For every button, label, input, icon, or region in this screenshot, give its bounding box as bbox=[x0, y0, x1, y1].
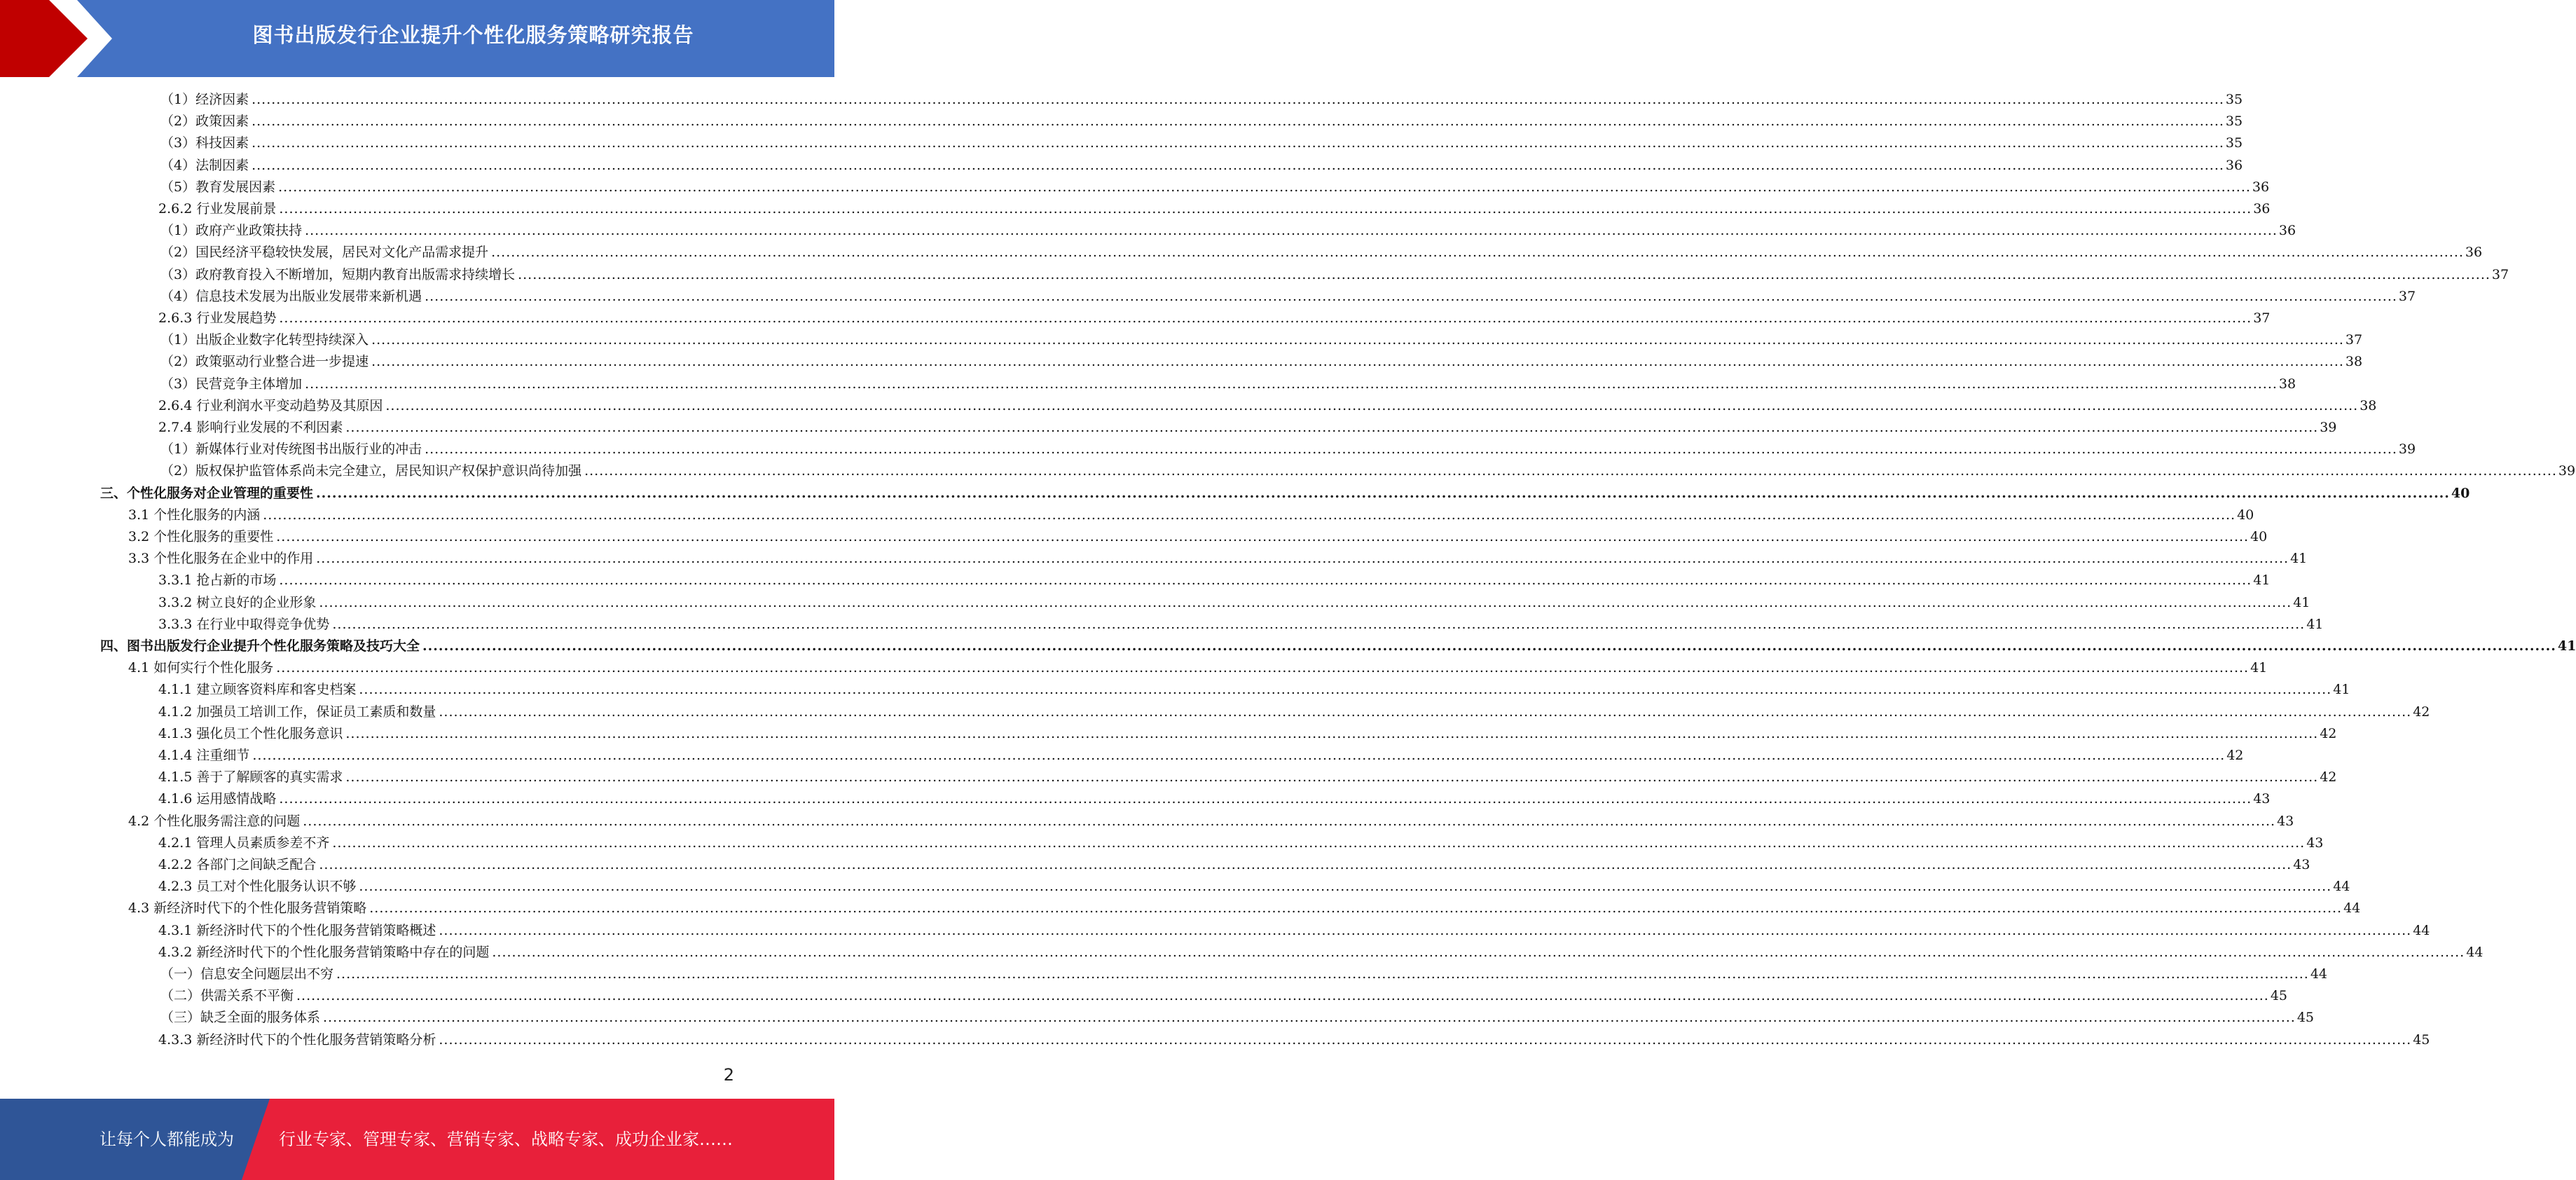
toc-entry[interactable] bbox=[128, 526, 2268, 548]
toc-entry[interactable] bbox=[158, 395, 2377, 417]
toc-entry-page: 42 bbox=[2226, 748, 2244, 763]
footer-slogan-right: 行业专家、管理专家、营销专家、战略专家、成功企业家…… bbox=[279, 1130, 733, 1149]
toc-entry-page: 43 bbox=[2277, 813, 2294, 829]
toc-leader-dots: ................................................................................................................................................................................................................................................................................................................................................................................................................ bbox=[439, 922, 2412, 938]
toc-leader-dots: ................................................................................................................................................................................................................................................................................................................................................................................................................ bbox=[336, 966, 2309, 982]
toc-entry[interactable] bbox=[160, 963, 2328, 985]
toc-leader-dots: ................................................................................................................................................................................................................................................................................................................................................................................................................ bbox=[369, 900, 2343, 917]
toc-leader-dots: ................................................................................................................................................................................................................................................................................................................................................................................................................ bbox=[252, 748, 2226, 763]
toc-entry-page: 38 bbox=[2345, 354, 2363, 370]
toc-entry[interactable] bbox=[158, 1029, 2430, 1051]
toc-entry-page: 40 bbox=[2250, 529, 2268, 544]
toc-entry-page: 45 bbox=[2270, 988, 2288, 1004]
toc-entry[interactable] bbox=[160, 242, 2483, 263]
toc-leader-dots: ................................................................................................................................................................................................................................................................................................................................................................................................................ bbox=[332, 616, 2306, 632]
toc-entry[interactable] bbox=[160, 220, 2296, 242]
toc-entry-label: 3.2 个性化服务的重要性 bbox=[128, 529, 274, 544]
toc-entry-label: 4.1.1 建立顾客资料库和客史档案 bbox=[158, 682, 357, 698]
toc-entry[interactable] bbox=[158, 832, 2324, 854]
toc-entry[interactable] bbox=[158, 679, 2350, 701]
toc-entry-label: （4）法制因素 bbox=[160, 157, 249, 173]
toc-leader-dots: ................................................................................................................................................................................................................................................................................................................................................................................................................ bbox=[296, 988, 2269, 1004]
toc-entry[interactable] bbox=[158, 876, 2350, 898]
toc-entry[interactable] bbox=[158, 745, 2244, 767]
toc-entry-label: 4.2 个性化服务需注意的问题 bbox=[128, 813, 301, 829]
toc-leader-dots: ................................................................................................................................................................................................................................................................................................................................................................................................................ bbox=[345, 725, 2319, 741]
toc-entry[interactable] bbox=[128, 898, 2361, 919]
toc-entry-page: 38 bbox=[2278, 376, 2296, 392]
toc-entry-page: 42 bbox=[2413, 704, 2430, 720]
toc-entry[interactable] bbox=[158, 788, 2271, 810]
toc-entry-label: （3）科技因素 bbox=[160, 135, 249, 151]
toc-entry[interactable] bbox=[160, 1007, 2315, 1029]
toc-leader-dots: ................................................................................................................................................................................................................................................................................................................................................................................................................ bbox=[252, 114, 2224, 130]
page-number: 2 bbox=[723, 1065, 734, 1085]
toc-entry-label: 4.2.3 员工对个性化服务认识不够 bbox=[158, 879, 357, 895]
toc-leader-dots: ................................................................................................................................................................................................................................................................................................................................................................................................................ bbox=[305, 376, 2278, 392]
toc-leader-dots: ................................................................................................................................................................................................................................................................................................................................................................................................................ bbox=[422, 638, 2556, 654]
toc-entry[interactable] bbox=[158, 723, 2337, 745]
toc-entry-page: 42 bbox=[2320, 769, 2337, 785]
toc-entry[interactable] bbox=[158, 942, 2484, 963]
page-header bbox=[0, 0, 834, 77]
toc-entry-label: 4.1.3 强化员工个性化服务意识 bbox=[158, 725, 343, 741]
toc-leader-dots: ................................................................................................................................................................................................................................................................................................................................................................................................................ bbox=[323, 1010, 2296, 1026]
toc-entry-page: 45 bbox=[2413, 1031, 2430, 1048]
toc-entry-page: 39 bbox=[2398, 441, 2416, 458]
toc-leader-dots: ................................................................................................................................................................................................................................................................................................................................................................................................................ bbox=[385, 397, 2359, 413]
toc-leader-dots: ................................................................................................................................................................................................................................................................................................................................................................................................................ bbox=[252, 92, 2224, 107]
toc-entry[interactable] bbox=[158, 308, 2271, 329]
toc-entry-label: 4.3.3 新经济时代下的个性化服务营销策略分析 bbox=[158, 1031, 436, 1048]
toc-leader-dots: ................................................................................................................................................................................................................................................................................................................................................................................................................ bbox=[305, 223, 2278, 239]
toc-entry[interactable] bbox=[160, 985, 2288, 1007]
toc-entry[interactable] bbox=[158, 614, 2324, 636]
toc-entry-page: 41 bbox=[2250, 660, 2268, 676]
toc-entry-page: 45 bbox=[2296, 1010, 2315, 1026]
toc-entry[interactable] bbox=[158, 198, 2271, 220]
toc-entry[interactable] bbox=[160, 351, 2363, 373]
toc-entry[interactable] bbox=[100, 636, 2576, 657]
toc-entry-label: 3.1 个性化服务的内涵 bbox=[128, 507, 261, 523]
toc-entry-label: 4.2.1 管理人员素质参差不齐 bbox=[158, 835, 330, 851]
toc-entry-label: 4.3 新经济时代下的个性化服务营销策略 bbox=[128, 900, 367, 917]
toc-entry-label: （2）版权保护监管体系尚未完全建立，居民知识产权保护意识尚待加强 bbox=[160, 463, 582, 479]
toc-entry-page: 43 bbox=[2306, 835, 2324, 851]
toc-leader-dots: ................................................................................................................................................................................................................................................................................................................................................................................................................ bbox=[492, 944, 2465, 960]
toc-entry-label: （5）教育发展因素 bbox=[160, 179, 276, 195]
toc-entry[interactable] bbox=[158, 570, 2271, 591]
toc-leader-dots: ................................................................................................................................................................................................................................................................................................................................................................................................................ bbox=[319, 594, 2292, 610]
toc-leader-dots: ................................................................................................................................................................................................................................................................................................................................................................................................................ bbox=[279, 310, 2252, 326]
toc-entry-page: 36 bbox=[2252, 179, 2270, 195]
toc-entry-label: 3.3.2 树立良好的企业形象 bbox=[158, 594, 317, 610]
toc-entry-page: 40 bbox=[2237, 507, 2254, 523]
toc-entry-label: （2）国民经济平稳较快发展，居民对文化产品需求提升 bbox=[160, 245, 489, 261]
toc-entry-page: 38 bbox=[2360, 397, 2377, 413]
toc-entry[interactable] bbox=[160, 460, 2576, 482]
toc-entry-page: 37 bbox=[2398, 288, 2416, 304]
toc-leader-dots: ................................................................................................................................................................................................................................................................................................................................................................................................................ bbox=[316, 551, 2289, 567]
toc-leader-dots: ................................................................................................................................................................................................................................................................................................................................................................................................................ bbox=[345, 769, 2319, 785]
toc-entry-label: 2.7.4 影响行业发展的不利因素 bbox=[158, 420, 343, 435]
toc-entry[interactable] bbox=[160, 177, 2270, 198]
toc-entry[interactable] bbox=[158, 592, 2310, 614]
toc-entry-label: 4.1.4 注重细节 bbox=[158, 748, 250, 763]
toc-leader-dots: ................................................................................................................................................................................................................................................................................................................................................................................................................ bbox=[425, 441, 2397, 458]
toc-leader-dots: ................................................................................................................................................................................................................................................................................................................................................................................................................ bbox=[252, 157, 2224, 173]
toc-entry-page: 36 bbox=[2278, 223, 2296, 239]
toc-entry-label: 3.3.3 在行业中取得竞争优势 bbox=[158, 616, 330, 632]
toc-leader-dots: ................................................................................................................................................................................................................................................................................................................................................................................................................ bbox=[278, 179, 2251, 195]
toc-entry-label: 3.3 个性化服务在企业中的作用 bbox=[128, 551, 314, 567]
toc-entry-label: （1）政府产业政策扶持 bbox=[160, 223, 303, 239]
toc-leader-dots: ................................................................................................................................................................................................................................................................................................................................................................................................................ bbox=[279, 201, 2252, 217]
toc-entry-page: 41 bbox=[2557, 638, 2576, 654]
toc-leader-dots: ................................................................................................................................................................................................................................................................................................................................................................................................................ bbox=[371, 354, 2344, 370]
toc-entry-label: （2）政策驱动行业整合进一步提速 bbox=[160, 354, 369, 370]
toc-entry[interactable] bbox=[128, 657, 2268, 679]
toc-entry-label: 三、个性化服务对企业管理的重要性 bbox=[100, 485, 314, 501]
toc-entry-page: 44 bbox=[2333, 879, 2350, 895]
toc-entry-page: 40 bbox=[2451, 485, 2470, 501]
toc-entry-label: 4.1.6 运用感情战略 bbox=[158, 791, 277, 807]
toc-entry[interactable] bbox=[160, 89, 2243, 111]
toc-entry-label: 4.3.2 新经济时代下的个性化服务营销策略中存在的问题 bbox=[158, 944, 490, 960]
toc-entry[interactable] bbox=[158, 854, 2310, 876]
toc-leader-dots: ................................................................................................................................................................................................................................................................................................................................................................................................................ bbox=[439, 1031, 2412, 1048]
toc-entry-page: 37 bbox=[2491, 266, 2509, 282]
toc-entry-page: 41 bbox=[2253, 572, 2271, 589]
toc-entry-label: （1）经济因素 bbox=[160, 92, 249, 107]
toc-entry-page: 44 bbox=[2413, 922, 2430, 938]
toc-entry-label: 2.6.4 行业利润水平变动趋势及其原因 bbox=[158, 397, 383, 413]
toc-entry-label: 4.2.2 各部门之间缺乏配合 bbox=[158, 857, 317, 872]
toc-entry-page: 41 bbox=[2306, 616, 2324, 632]
toc-leader-dots: ................................................................................................................................................................................................................................................................................................................................................................................................................ bbox=[359, 682, 2332, 698]
toc-entry-page: 42 bbox=[2320, 725, 2337, 741]
toc-leader-dots: ................................................................................................................................................................................................................................................................................................................................................................................................................ bbox=[332, 835, 2306, 851]
toc-entry[interactable] bbox=[160, 155, 2243, 177]
toc-entry-page: 44 bbox=[2466, 944, 2484, 960]
document-title: 图书出版发行企业提升个性化服务策略研究报告 bbox=[252, 23, 694, 47]
toc-entry[interactable] bbox=[160, 373, 2296, 395]
toc-entry-page: 39 bbox=[2558, 463, 2576, 479]
toc-entry[interactable] bbox=[158, 920, 2430, 942]
toc-entry-page: 35 bbox=[2225, 92, 2243, 107]
page-footer bbox=[0, 1099, 834, 1180]
toc-entry-label: 3.3.1 抢占新的市场 bbox=[158, 572, 277, 589]
toc-leader-dots: ................................................................................................................................................................................................................................................................................................................................................................................................................ bbox=[319, 857, 2292, 872]
toc-entry-page: 41 bbox=[2290, 551, 2308, 567]
toc-entry-label: 4.1.2 加强员工培训工作，保证员工素质和数量 bbox=[158, 704, 436, 720]
toc-entry-label: （2）政策因素 bbox=[160, 114, 249, 130]
toc-leader-dots: ................................................................................................................................................................................................................................................................................................................................................................................................................ bbox=[316, 485, 2450, 501]
toc-entry-label: （3）政府教育投入不断增加，短期内教育出版需求持续增长 bbox=[160, 266, 516, 282]
toc-entry-page: 37 bbox=[2345, 332, 2363, 348]
toc-leader-dots: ................................................................................................................................................................................................................................................................................................................................................................................................................ bbox=[359, 879, 2332, 895]
toc-entry[interactable] bbox=[128, 548, 2308, 570]
toc-entry-page: 41 bbox=[2293, 594, 2310, 610]
toc-entry-page: 43 bbox=[2293, 857, 2310, 872]
toc-entry-page: 36 bbox=[2225, 157, 2243, 173]
toc-entry-label: 4.3.1 新经济时代下的个性化服务营销策略概述 bbox=[158, 922, 436, 938]
toc-entry-label: （二）供需关系不平衡 bbox=[160, 988, 294, 1004]
toc-entry-page: 39 bbox=[2320, 420, 2337, 435]
toc-leader-dots: ................................................................................................................................................................................................................................................................................................................................................................................................................ bbox=[279, 572, 2252, 589]
toc-entry[interactable] bbox=[160, 329, 2363, 351]
toc-entry[interactable] bbox=[158, 767, 2337, 788]
toc-leader-dots: ................................................................................................................................................................................................................................................................................................................................................................................................................ bbox=[276, 529, 2250, 544]
toc-entry-label: 四、图书出版发行企业提升个性化服务策略及技巧大全 bbox=[100, 638, 420, 654]
toc-entry-label: （1）出版企业数字化转型持续深入 bbox=[160, 332, 369, 348]
toc-entry-page: 35 bbox=[2225, 135, 2243, 151]
toc-entry-label: 2.6.2 行业发展前景 bbox=[158, 201, 277, 217]
toc-entry[interactable] bbox=[160, 286, 2416, 308]
toc-leader-dots: ................................................................................................................................................................................................................................................................................................................................................................................................................ bbox=[263, 507, 2236, 523]
toc-leader-dots: ................................................................................................................................................................................................................................................................................................................................................................................................................ bbox=[371, 332, 2344, 348]
toc-leader-dots: ................................................................................................................................................................................................................................................................................................................................................................................................................ bbox=[439, 704, 2412, 720]
toc-entry-page: 36 bbox=[2465, 245, 2483, 261]
toc-entry[interactable] bbox=[158, 701, 2430, 723]
toc-entry-label: （3）民营竞争主体增加 bbox=[160, 376, 303, 392]
toc-leader-dots: ................................................................................................................................................................................................................................................................................................................................................................................................................ bbox=[491, 245, 2464, 261]
toc-entry-label: （4）信息技术发展为出版业发展带来新机遇 bbox=[160, 288, 422, 304]
toc-leader-dots: ................................................................................................................................................................................................................................................................................................................................................................................................................ bbox=[276, 660, 2250, 676]
toc-entry[interactable] bbox=[128, 811, 2294, 832]
toc-entry-page: 41 bbox=[2333, 682, 2350, 698]
toc-entry[interactable] bbox=[160, 264, 2509, 286]
toc-leader-dots: ................................................................................................................................................................................................................................................................................................................................................................................................................ bbox=[518, 266, 2491, 282]
toc-entry-page: 36 bbox=[2253, 201, 2271, 217]
toc-entry[interactable] bbox=[100, 483, 2470, 505]
toc-entry-label: （一）信息安全问题层出不穷 bbox=[160, 966, 334, 982]
toc-entry-page: 44 bbox=[2310, 966, 2328, 982]
toc-entry-page: 43 bbox=[2253, 791, 2271, 807]
toc-entry-page: 37 bbox=[2253, 310, 2271, 326]
toc-leader-dots: ................................................................................................................................................................................................................................................................................................................................................................................................................ bbox=[345, 420, 2319, 435]
toc-entry-page: 35 bbox=[2225, 114, 2243, 130]
toc-leader-dots: ................................................................................................................................................................................................................................................................................................................................................................................................................ bbox=[303, 813, 2276, 829]
toc-leader-dots: ................................................................................................................................................................................................................................................................................................................................................................................................................ bbox=[279, 791, 2252, 807]
toc-entry[interactable] bbox=[160, 111, 2243, 132]
toc-entry-page: 44 bbox=[2343, 900, 2361, 917]
toc-entry[interactable] bbox=[158, 417, 2337, 439]
toc-entry[interactable] bbox=[160, 439, 2416, 460]
toc-entry-label: （三）缺乏全面的服务体系 bbox=[160, 1010, 321, 1026]
toc-entry-label: 4.1.5 善于了解顾客的真实需求 bbox=[158, 769, 343, 785]
toc-leader-dots: ................................................................................................................................................................................................................................................................................................................................................................................................................ bbox=[584, 463, 2557, 479]
toc-leader-dots: ................................................................................................................................................................................................................................................................................................................................................................................................................ bbox=[425, 288, 2397, 304]
toc-entry-label: 2.6.3 行业发展趋势 bbox=[158, 310, 277, 326]
toc-entry[interactable] bbox=[160, 132, 2243, 154]
footer-slogan-left: 让每个人都能成为 bbox=[99, 1130, 234, 1149]
toc-entry[interactable] bbox=[128, 505, 2254, 526]
toc-entry-label: （1）新媒体行业对传统图书出版行业的冲击 bbox=[160, 441, 422, 458]
toc-entry-label: 4.1 如何实行个性化服务 bbox=[128, 660, 274, 676]
toc-leader-dots: ................................................................................................................................................................................................................................................................................................................................................................................................................ bbox=[252, 135, 2224, 151]
